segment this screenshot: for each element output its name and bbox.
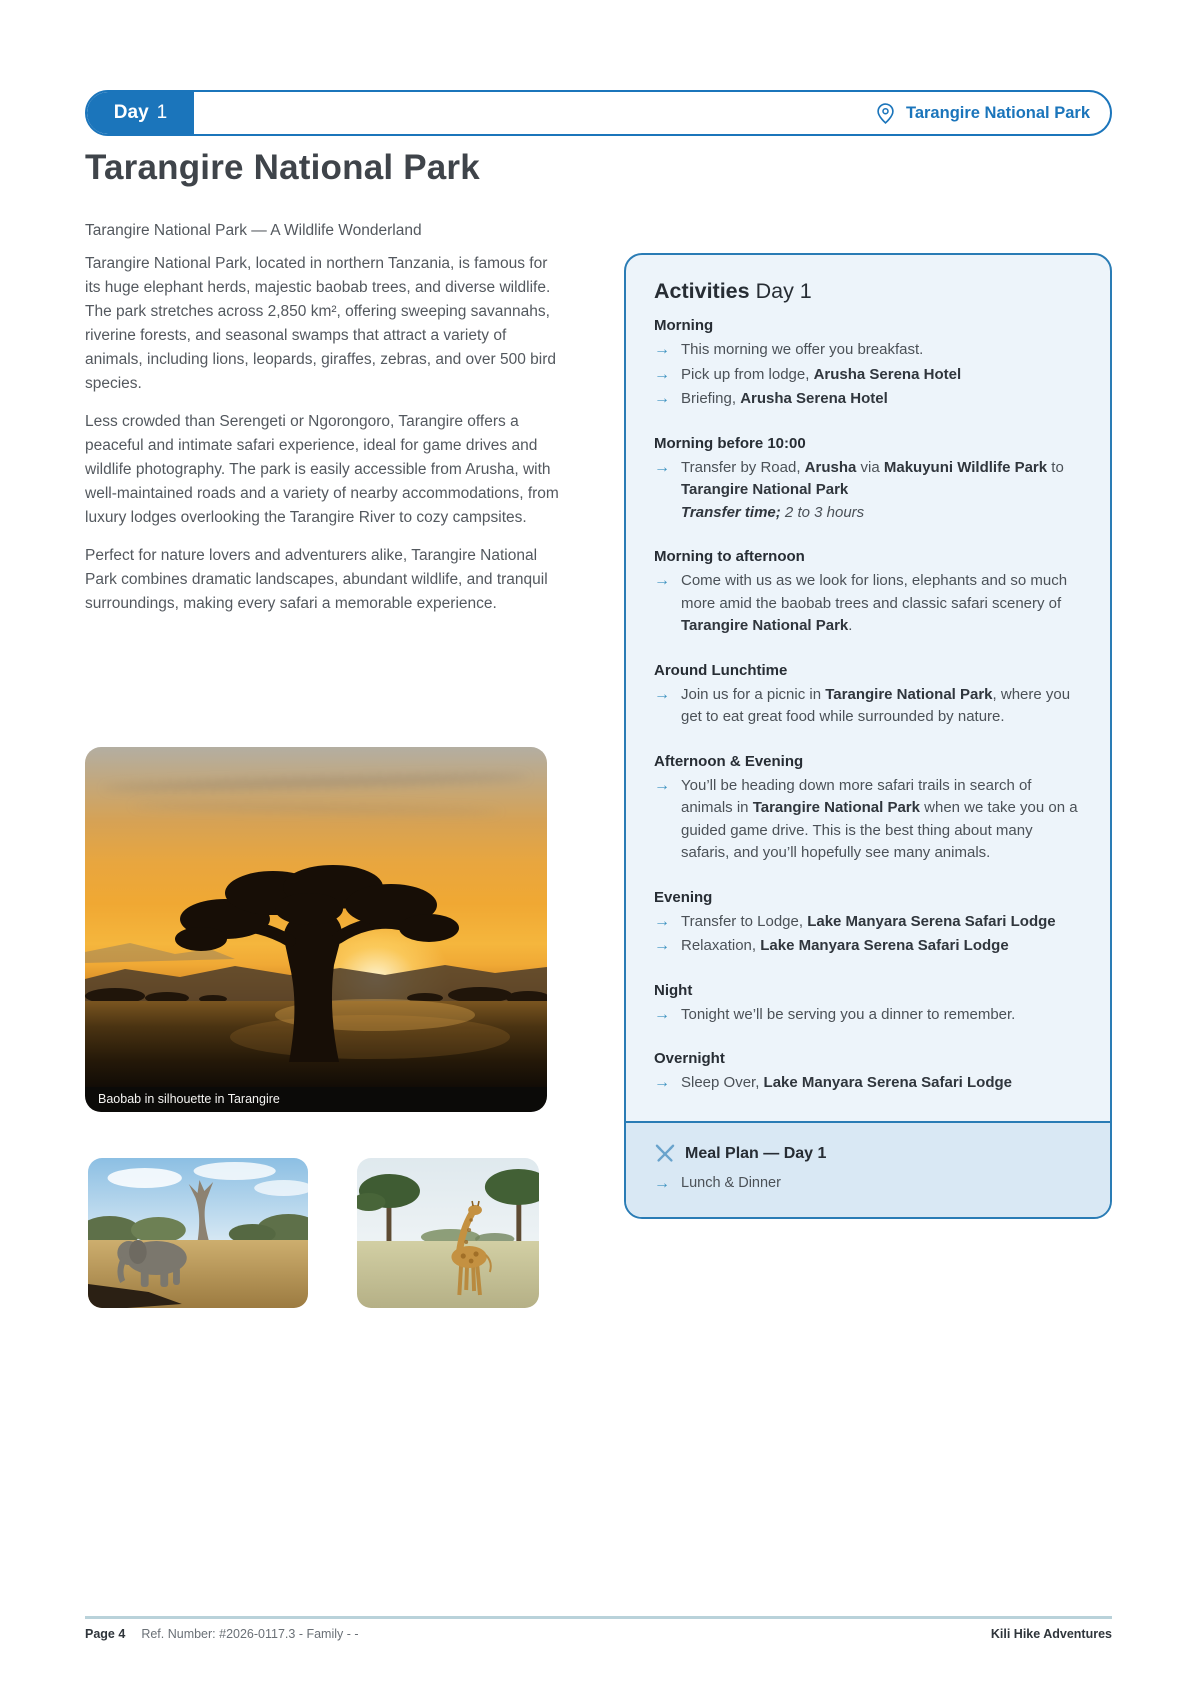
meal-plan-title: Meal Plan — Day 1 <box>685 1144 827 1162</box>
activities-sections <box>654 317 1082 1095</box>
activity-text-segment: to <box>1047 458 1064 476</box>
arrow-icon: → <box>654 776 670 794</box>
meal-plan-header <box>654 1143 1082 1165</box>
activity-item <box>654 1072 1082 1095</box>
elephant-photo-art <box>88 1158 308 1308</box>
activity-text-segment: Transfer by Road, <box>681 458 805 476</box>
day-number: 1 <box>156 102 168 123</box>
photo-caption: Baobab in silhouette in Tarangire <box>85 1087 547 1112</box>
activity-text <box>681 570 1082 638</box>
giraffe-photo <box>357 1158 539 1308</box>
activities-title <box>654 279 1082 304</box>
activity-section <box>654 317 1082 411</box>
activity-section-heading: Morning <box>654 317 714 334</box>
activity-text-segment: Transfer to Lodge, <box>681 912 808 930</box>
arrow-icon: → <box>654 1005 670 1023</box>
activity-section-heading: Afternoon & Evening <box>654 752 804 770</box>
intro-paragraph: Perfect for nature lovers and adventurers alike, Tarangire National Park combines dramatic landscapes, abundant wildlife, and tranquil surroundings, making every safari a memorable experience. <box>85 547 548 612</box>
activity-text <box>681 339 923 362</box>
activity-text-segment: Arusha Serena Hotel <box>813 365 962 383</box>
activity-text-segment: Come with us as we look for lions, elephants and so much more amid the baobab trees and classic safari scenery of <box>681 572 1068 612</box>
activity-item <box>654 1004 1082 1027</box>
activity-section <box>654 548 1082 638</box>
activity-text-segment: Transfer time; <box>681 503 781 521</box>
activity-section-heading: Evening <box>654 888 713 906</box>
activity-text-segment: This morning we offer you breakfast. <box>681 341 924 358</box>
footer-left <box>85 1627 359 1641</box>
arrow-icon: → <box>654 365 670 383</box>
activities-main <box>626 255 1110 1121</box>
activity-section <box>654 982 1082 1027</box>
activity-section <box>654 889 1082 958</box>
location-pin-icon <box>874 102 897 125</box>
activity-text-segment: Lunch & Dinner <box>681 1174 781 1191</box>
activity-text <box>681 775 1082 865</box>
activity-text-segment: You’ll be heading down more safari trails in search of animals in <box>681 776 1032 816</box>
activity-item <box>654 339 1082 362</box>
activity-text-segment: Tarangire National Park <box>752 799 920 816</box>
footer-divider <box>85 1616 1112 1619</box>
main-photo-baobab-sunset <box>85 747 547 1112</box>
activity-text-segment: 2 to 3 hours <box>780 503 865 521</box>
activity-text-segment: Lake Manyara Serena Safari Lodge <box>807 912 1056 930</box>
activity-section <box>654 435 1082 525</box>
activity-item <box>654 911 1082 934</box>
intro-paragraphs <box>85 252 559 630</box>
activity-text-segment: Lake Manyara Serena Safari Lodge <box>760 937 1009 954</box>
footer-reference: Ref. Number: #2026-0117.3 - Family - - <box>141 1627 359 1641</box>
activity-text-segment: Briefing, <box>681 390 741 407</box>
activities-panel <box>624 253 1112 1219</box>
banner-location-label: Tarangire National Park <box>905 103 1090 122</box>
activity-text-segment: when we take you on a guided game drive. This is the best thing about many safaris, and you’ll hopefully see many animals. <box>681 799 1078 861</box>
activity-item <box>654 935 1082 958</box>
activity-item <box>654 570 1082 638</box>
activity-item <box>654 388 1082 411</box>
activity-item <box>654 775 1082 865</box>
activity-text <box>681 1175 781 1193</box>
activity-section-heading: Around Lunchtime <box>654 661 788 679</box>
activity-section <box>654 753 1082 865</box>
page-title: Tarangire National Park <box>85 148 480 187</box>
activity-text-segment: Tarangire National Park <box>825 685 993 703</box>
footer-page-number: Page 4 <box>85 1627 126 1641</box>
activity-text-segment: Makuyuni Wildlife Park <box>883 458 1048 476</box>
activity-text-segment: Lake Manyara Serena Safari Lodge <box>763 1074 1012 1091</box>
activity-text-segment: , where you get to eat great food while surrounded by nature. <box>681 685 1071 725</box>
activity-item <box>654 684 1082 729</box>
activity-text-segment: via <box>856 458 884 476</box>
arrow-icon: → <box>654 390 670 407</box>
activity-text-segment: Arusha Serena Hotel <box>740 390 888 407</box>
activity-text-segment: Pick up from lodge, <box>681 365 814 383</box>
footer-brand: Kili Hike Adventures <box>990 1627 1112 1641</box>
meal-plan-section <box>626 1121 1110 1217</box>
arrow-icon: → <box>654 912 670 930</box>
activities-title-day: Day 1 <box>749 279 812 303</box>
meal-plan-items <box>654 1175 1082 1193</box>
activity-text-segment: Relaxation, <box>681 937 761 954</box>
activity-section-heading: Morning before 10:00 <box>654 434 806 452</box>
activity-text-segment: Arusha <box>804 458 857 476</box>
activity-text <box>681 457 1082 525</box>
activity-text <box>681 1072 1012 1095</box>
activity-text <box>681 388 888 411</box>
baobab-silhouette-art <box>85 747 547 1087</box>
activity-section <box>654 662 1082 729</box>
activity-text <box>681 911 1056 934</box>
intro-paragraph: Less crowded than Serengeti or Ngorongoro, Tarangire offers a peaceful and intimate safari experience, ideal for game drives and wildlife photography. The park is easily accessible from Arusha, with well-maintained roads and a variety of nearby accommodations, from luxury lodges overlooking the Tarangire River to cozy campsites. <box>85 413 559 526</box>
day-tab <box>87 92 194 134</box>
activity-text-segment: Sleep Over, <box>681 1074 764 1091</box>
activities-title-bold: Activities <box>654 279 750 303</box>
activity-section <box>654 1050 1082 1095</box>
sunset-photo-art <box>85 747 547 1087</box>
activity-item <box>654 457 1082 525</box>
day-banner <box>85 90 1112 136</box>
utensils-icon <box>654 1143 676 1165</box>
intro-paragraph: Tarangire National Park, located in northern Tanzania, is famous for its huge elephant herds, majestic baobab trees, and diverse wildlife. The park stretches across 2,850 km², offering sweeping savannahs, riverine forests, and seasonal swamps that attract a variety of animals, including lions, leopards, giraffes, zebras, and over 500 bird species. <box>85 255 557 392</box>
giraffe-photo-art <box>357 1158 539 1308</box>
banner-location <box>874 102 1110 125</box>
activity-text-segment: Tarangire National Park <box>681 617 849 634</box>
activity-text-segment: Join us for a picnic in <box>681 685 826 703</box>
activity-item <box>654 364 1082 387</box>
intro-subtitle: Tarangire National Park — A Wildlife Wonderland <box>85 222 422 239</box>
activity-section-heading: Overnight <box>654 1050 725 1067</box>
arrow-icon: → <box>654 937 670 954</box>
activity-text-segment: Tonight we’ll be serving you a dinner to remember. <box>681 1005 1016 1023</box>
activity-text <box>681 364 961 387</box>
activity-text-segment: Tarangire National Park <box>681 481 849 498</box>
activity-text-segment: . <box>848 617 853 634</box>
activity-section-heading: Morning to afternoon <box>654 548 805 565</box>
day-label: Day <box>113 102 149 123</box>
arrow-icon: → <box>654 572 670 589</box>
arrow-icon: → <box>654 1174 670 1192</box>
activity-section-heading: Night <box>654 981 693 999</box>
arrow-icon: → <box>654 685 670 703</box>
elephant-photo <box>88 1158 308 1308</box>
activity-text <box>681 935 1009 958</box>
arrow-icon: → <box>654 458 670 476</box>
page-footer <box>85 1627 1112 1641</box>
activity-text <box>681 684 1082 729</box>
arrow-icon: → <box>654 341 670 358</box>
arrow-icon: → <box>654 1074 670 1091</box>
meal-plan-item <box>654 1175 1082 1193</box>
activity-text <box>681 1004 1015 1027</box>
